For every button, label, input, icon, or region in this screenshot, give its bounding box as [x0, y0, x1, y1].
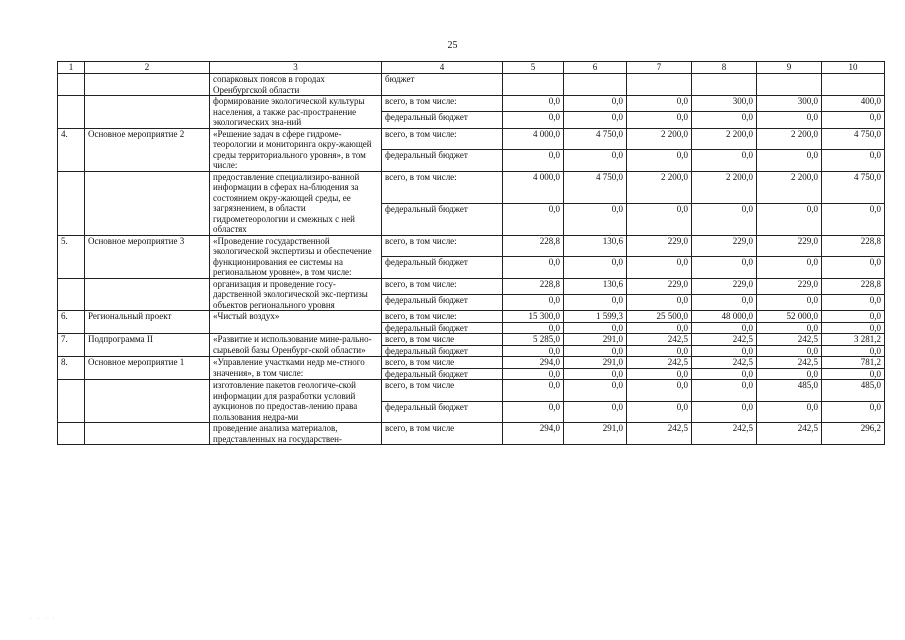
amount-cell: 0,0 [627, 294, 692, 310]
amount-cell: 0,0 [564, 257, 627, 279]
amount-cell: 294,0 [503, 423, 564, 445]
amount-cell: 4 750,0 [822, 171, 885, 203]
column-number-row [58, 62, 885, 74]
funding-type: всего, в том числе: [382, 311, 503, 323]
amount-cell: 0,0 [564, 380, 627, 402]
amount-cell: 2 200,0 [627, 171, 692, 203]
amount-cell: 4 750,0 [564, 171, 627, 203]
column-header: 9 [757, 62, 822, 74]
amount-cell: 0,0 [627, 368, 692, 380]
amount-cell: 0,0 [692, 294, 757, 310]
amount-cell: 0,0 [822, 150, 885, 172]
amount-cell: 242,5 [692, 423, 757, 445]
amount-cell [503, 74, 564, 96]
amount-cell: 4 750,0 [822, 128, 885, 150]
amount-cell: 0,0 [757, 112, 822, 128]
row-index [58, 171, 85, 235]
amount-cell: 242,5 [627, 357, 692, 369]
amount-cell: 130,6 [564, 278, 627, 294]
amount-cell: 0,0 [822, 112, 885, 128]
scan-artifact: · · · · [30, 616, 57, 622]
row-index [58, 74, 85, 96]
amount-cell: 0,0 [503, 380, 564, 402]
amount-cell: 0,0 [564, 96, 627, 112]
row-name: Основное мероприятие 1 [85, 357, 210, 380]
amount-cell: 0,0 [822, 257, 885, 279]
amount-cell: 0,0 [757, 345, 822, 357]
amount-cell: 0,0 [503, 257, 564, 279]
amount-cell: 781,2 [822, 357, 885, 369]
funding-type: всего, в том числе: [382, 128, 503, 150]
amount-cell: 0,0 [627, 380, 692, 402]
amount-cell: 485,0 [757, 380, 822, 402]
amount-cell: 0,0 [503, 112, 564, 128]
amount-cell: 229,0 [757, 235, 822, 257]
row-description: «Проведение государственной экологической экспертизы и обеспечение функционирования ее системы на региональном уровне», в том числе: [210, 235, 382, 278]
amount-cell: 300,0 [692, 96, 757, 112]
amount-cell: 2 200,0 [757, 128, 822, 150]
table-row [58, 235, 885, 257]
amount-cell: 242,5 [757, 334, 822, 346]
amount-cell [692, 74, 757, 96]
amount-cell: 229,0 [757, 278, 822, 294]
row-index: 6. [58, 311, 85, 334]
funding-type: всего, в том числе [382, 423, 503, 445]
row-index [58, 278, 85, 311]
amount-cell: 242,5 [757, 357, 822, 369]
amount-cell: 0,0 [692, 401, 757, 423]
row-name: Основное мероприятие 3 [85, 235, 210, 278]
amount-cell: 0,0 [627, 322, 692, 334]
amount-cell: 0,0 [503, 345, 564, 357]
amount-cell: 400,0 [822, 96, 885, 112]
amount-cell: 0,0 [627, 112, 692, 128]
row-description: проведение анализа материалов, представленных на государствен- [210, 423, 382, 445]
amount-cell: 0,0 [564, 368, 627, 380]
amount-cell: 52 000,0 [757, 311, 822, 323]
amount-cell: 25 500,0 [627, 311, 692, 323]
table-row [58, 74, 885, 96]
funding-type: всего, в том числе: [382, 235, 503, 257]
column-header: 7 [627, 62, 692, 74]
amount-cell [627, 74, 692, 96]
amount-cell: 0,0 [822, 345, 885, 357]
amount-cell: 228,8 [822, 235, 885, 257]
amount-cell: 0,0 [627, 345, 692, 357]
amount-cell: 0,0 [757, 368, 822, 380]
table-row [58, 357, 885, 369]
amount-cell: 0,0 [564, 294, 627, 310]
row-description: «Решение задач в сфере гидроме-теорологии и мониторинга окру-жающей среды территориального уровня», в том числе: [210, 128, 382, 171]
amount-cell: 0,0 [503, 368, 564, 380]
row-name [85, 278, 210, 311]
amount-cell: 0,0 [564, 112, 627, 128]
amount-cell: 2 200,0 [692, 171, 757, 203]
amount-cell: 4 750,0 [564, 128, 627, 150]
row-description: сопарковых поясов в городах Оренбургской области [210, 74, 382, 96]
amount-cell: 242,5 [627, 334, 692, 346]
amount-cell: 291,0 [564, 334, 627, 346]
amount-cell: 0,0 [564, 401, 627, 423]
funding-type: всего, в том числе [382, 380, 503, 402]
column-header: 2 [85, 62, 210, 74]
row-name [85, 96, 210, 129]
row-index: 5. [58, 235, 85, 278]
amount-cell: 4 000,0 [503, 128, 564, 150]
amount-cell: 229,0 [627, 278, 692, 294]
row-name: Подпрограмма II [85, 334, 210, 357]
column-header: 6 [564, 62, 627, 74]
amount-cell: 0,0 [822, 203, 885, 235]
amount-cell: 294,0 [503, 357, 564, 369]
amount-cell: 0,0 [503, 96, 564, 112]
amount-cell: 0,0 [692, 112, 757, 128]
amount-cell: 1 599,3 [564, 311, 627, 323]
row-name: Региональный проект [85, 311, 210, 334]
amount-cell: 0,0 [692, 345, 757, 357]
amount-cell: 0,0 [627, 401, 692, 423]
funding-type: федеральный бюджет [382, 150, 503, 172]
amount-cell: 0,0 [503, 203, 564, 235]
amount-cell: 2 200,0 [692, 128, 757, 150]
amount-cell: 300,0 [757, 96, 822, 112]
amount-cell: 0,0 [627, 257, 692, 279]
amount-cell: 0,0 [757, 257, 822, 279]
amount-cell: 0,0 [503, 401, 564, 423]
amount-cell: 228,8 [503, 235, 564, 257]
amount-cell: 0,0 [757, 294, 822, 310]
amount-cell [564, 74, 627, 96]
amount-cell: 0,0 [627, 203, 692, 235]
amount-cell: 0,0 [757, 322, 822, 334]
row-description: «Развитие и использование мине-рально-сырьевой базы Оренбург-ской области» [210, 334, 382, 357]
amount-cell: 291,0 [564, 423, 627, 445]
row-name: Основное мероприятие 2 [85, 128, 210, 171]
funding-type: всего, в том числе: [382, 278, 503, 294]
row-description: изготовление пакетов геологиче-ской информации для разработки условий аукционов по предостав-лению права пользования недра-ми [210, 380, 382, 423]
funding-type: федеральный бюджет [382, 294, 503, 310]
row-description: «Чистый воздух» [210, 311, 382, 334]
amount-cell: 0,0 [757, 150, 822, 172]
amount-cell: 3 281,2 [822, 334, 885, 346]
column-header: 1 [58, 62, 85, 74]
amount-cell: 242,5 [692, 334, 757, 346]
amount-cell: 15 300,0 [503, 311, 564, 323]
row-index: 4. [58, 128, 85, 171]
amount-cell: 0,0 [757, 203, 822, 235]
amount-cell: 0,0 [822, 294, 885, 310]
amount-cell: 228,8 [822, 278, 885, 294]
row-name [85, 171, 210, 235]
table-row [58, 380, 885, 402]
column-header: 8 [692, 62, 757, 74]
amount-cell: 5 285,0 [503, 334, 564, 346]
amount-cell: 0,0 [692, 257, 757, 279]
row-index [58, 423, 85, 445]
amount-cell: 0,0 [564, 203, 627, 235]
amount-cell: 0,0 [692, 150, 757, 172]
table-row [58, 171, 885, 203]
funding-type: всего, в том числе: [382, 96, 503, 112]
amount-cell [757, 74, 822, 96]
table-row [58, 128, 885, 150]
amount-cell: 4 000,0 [503, 171, 564, 203]
amount-cell: 242,5 [627, 423, 692, 445]
table-row [58, 96, 885, 112]
row-description: организация и проведение госу-дарственной экологической экс-пертизы объектов регионального уровня [210, 278, 382, 311]
amount-cell: 0,0 [692, 322, 757, 334]
amount-cell: 0,0 [564, 150, 627, 172]
funding-type: федеральный бюджет [382, 112, 503, 128]
funding-type: бюджет [382, 74, 503, 96]
column-header: 3 [210, 62, 382, 74]
row-name [85, 74, 210, 96]
amount-cell: 229,0 [627, 235, 692, 257]
amount-cell: 48 000,0 [692, 311, 757, 323]
amount-cell: 0,0 [692, 203, 757, 235]
table-row [58, 311, 885, 323]
funding-type: федеральный бюджет [382, 401, 503, 423]
page-number: 25 [447, 40, 458, 51]
amount-cell: 242,5 [692, 357, 757, 369]
amount-cell: 0,0 [822, 322, 885, 334]
row-description: формирование экологической культуры населения, а также рас-пространение экологических зна-ний [210, 96, 382, 129]
row-index [58, 96, 85, 129]
amount-cell: 229,0 [692, 278, 757, 294]
funding-type: всего, в том числе [382, 334, 503, 346]
amount-cell: 0,0 [503, 150, 564, 172]
row-name [85, 380, 210, 423]
row-index [58, 380, 85, 423]
funding-type: федеральный бюджет [382, 257, 503, 279]
table-row [58, 423, 885, 445]
amount-cell: 0,0 [692, 368, 757, 380]
funding-type: федеральный бюджет [382, 322, 503, 334]
column-header: 4 [382, 62, 503, 74]
amount-cell: 2 200,0 [757, 171, 822, 203]
table-row [58, 334, 885, 346]
amount-cell: 0,0 [564, 345, 627, 357]
amount-cell: 0,0 [564, 322, 627, 334]
amount-cell: 0,0 [627, 150, 692, 172]
amount-cell: 0,0 [692, 380, 757, 402]
column-header: 5 [503, 62, 564, 74]
amount-cell: 0,0 [822, 311, 885, 323]
amount-cell: 2 200,0 [627, 128, 692, 150]
row-description: предоставление специализиро-ванной информации в сферах на-блюдения за состоянием окру-жающей среды, ее загрязнением, в области гидрометеорологии и смежных с ней областях [210, 171, 382, 235]
table-body [58, 74, 885, 445]
row-name [85, 423, 210, 445]
amount-cell: 229,0 [692, 235, 757, 257]
amount-cell: 0,0 [822, 401, 885, 423]
funding-type: федеральный бюджет [382, 368, 503, 380]
amount-cell: 228,8 [503, 278, 564, 294]
amount-cell: 242,5 [757, 423, 822, 445]
amount-cell: 296,2 [822, 423, 885, 445]
funding-type: всего, в том числе: [382, 171, 503, 203]
amount-cell: 0,0 [503, 294, 564, 310]
row-description: «Управление участками недр ме-стного значения», в том числе: [210, 357, 382, 380]
amount-cell [822, 74, 885, 96]
budget-table [57, 61, 885, 445]
funding-type: всего, в том числе [382, 357, 503, 369]
row-index: 7. [58, 334, 85, 357]
amount-cell: 0,0 [822, 368, 885, 380]
funding-type: федеральный бюджет [382, 345, 503, 357]
amount-cell: 485,0 [822, 380, 885, 402]
amount-cell: 0,0 [757, 401, 822, 423]
row-index: 8. [58, 357, 85, 380]
column-header: 10 [822, 62, 885, 74]
amount-cell: 0,0 [503, 322, 564, 334]
funding-type: федеральный бюджет [382, 203, 503, 235]
table-row [58, 278, 885, 294]
amount-cell: 130,6 [564, 235, 627, 257]
amount-cell: 291,0 [564, 357, 627, 369]
amount-cell: 0,0 [627, 96, 692, 112]
